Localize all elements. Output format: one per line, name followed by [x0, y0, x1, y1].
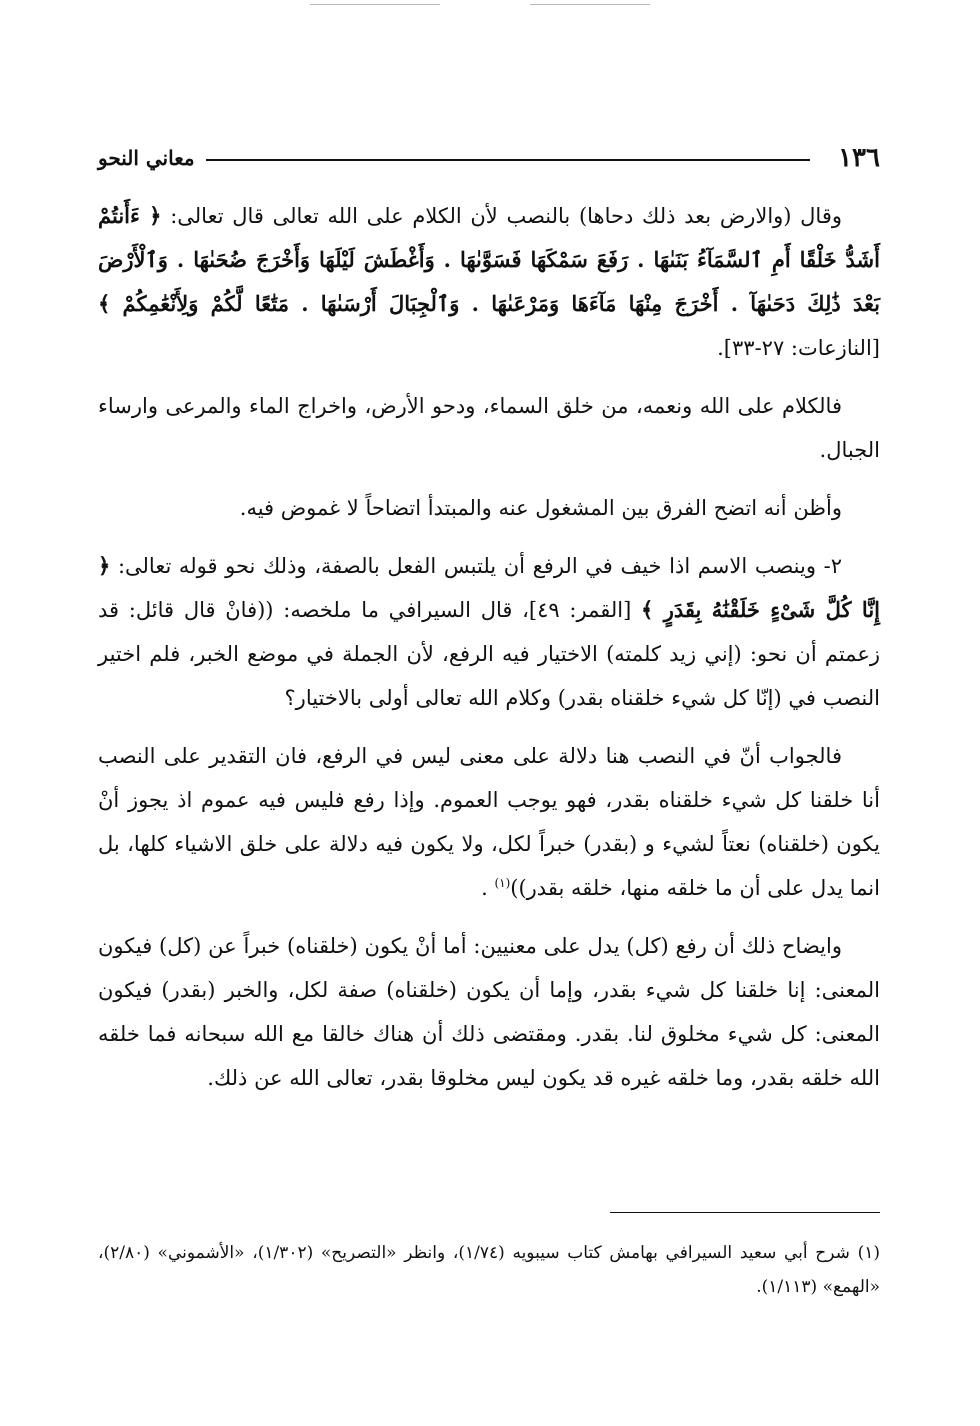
- header-rule: [206, 159, 810, 161]
- top-scan-line-2: [530, 4, 650, 5]
- page-number: ١٣٦: [838, 143, 880, 173]
- paragraph-1: [98, 194, 880, 370]
- quran-verse-naziat: ﴿ ءَأَنتُمْ أَشَدُّ خَلْقًا أَمِ ٱلسَّمَآءُ بَنَىٰهَا . رَفَعَ سَمْكَهَا فَسَوَّىٰهَا . وَأَغْطَشَ لَيْلَهَا وَأَخْرَجَ ضُحَىٰهَا . وَٱلْأَرْضَ بَعْدَ ذَٰلِكَ دَحَىٰهَآ . أَخْرَجَ مِنْهَا مَآءَهَا وَمَرْعَىٰهَا . وَٱلْجِبَالَ أَرْسَىٰهَا . مَتَٰعًا لَّكُمْ وَلِأَنْعَٰمِكُمْ ﴾: [98, 203, 880, 316]
- paragraph-5: [98, 734, 880, 910]
- paragraph-2: فالكلام على الله ونعمه، من خلق السماء، ودحو الأرض، واخراج الماء والمرعى وارساء الجبال.: [98, 394, 880, 462]
- paragraph-6: وايضاح ذلك أن رفع (كل) يدل على معنيين: أما أنْ يكون (خلقناه) خبراً عن (كل) فيكون المعنى: إنا خلقنا كل شيء بقدر، وإما أن يكون (خلقناه) صفة لكل، والخبر (بقدر) فيكون المعنى: كل شيء مخلوق لنا. بقدر. ومقتضى ذلك أن هناك خالقا مع الله سبحانه فما خلقه الله خلقه بقدر، وما خلقه غيره قد يكون ليس مخلوقا بقدر، تعالى الله عن ذلك.: [98, 934, 880, 1090]
- quran-verse-qamar: ﴿ إِنَّا كُلَّ شَىْءٍ خَلَقْنَٰهُ بِقَدَرٍ ﴾: [98, 553, 880, 622]
- footnote: (١) شرح أبي سعيد السيرافي بهامش كتاب سيبويه (١/٧٤)، وانظر «التصريح» (١/٣٠٢)، «الأشموني» (٢/٨٠)، «الهمع» (١/١١٣).: [98, 1243, 880, 1297]
- top-scan-line: [310, 4, 440, 5]
- paragraph-4-start: ٢- وينصب الاسم اذا خيف في الرفع أن يلتبس الفعل بالصفة، وذلك نحو قوله تعالى:: [117, 554, 842, 578]
- book-title: معاني النحو: [98, 146, 195, 170]
- paragraph-4-rest: [القمر: ٤٩]، قال السيرافي ما ملخصه: ((فانْ قال قائل: قد زعمتم أن نحو: (إني زيد كلمته) الاختيار فيه الرفع، لأن الجملة في موضع الخبر، فلم اختير النصب في (إنّا كل شيء خلقناه بقدر) وكلام الله تعالى أولى بالاختيار؟: [98, 598, 880, 710]
- paragraph-5-end: .: [481, 876, 495, 900]
- paragraph-1-intro: وقال (والارض بعد ذلك دحاها) بالنصب لأن الكلام على الله تعالى قال تعالى:: [170, 204, 843, 228]
- paragraph-4: [98, 544, 880, 720]
- paragraph-5-text: فالجواب أنّ في النصب هنا دلالة على معنى ليس في الرفع، فان التقدير على النصب أنا خلقنا كل شيء خلقناه بقدر، فهو يوجب العموم. وإذا رفع فليس فيه عموم اذ يجوز أنْ يكون (خلقناه) نعتاً لشيء و (بقدر) خبراً لكل، ولا يكون فيه دلالة على خلق الاشياء كلها، بل انما يدل على أن ما خلقه منها، خلقه بقدر)): [98, 744, 880, 900]
- footnote-separator: [610, 1212, 880, 1213]
- verse-reference-naziat: [النازعات: ٢٧-٣٣].: [717, 336, 880, 360]
- page-header: [98, 138, 880, 178]
- main-text: [98, 194, 880, 1114]
- paragraph-3: وأظن أنه اتضح الفرق بين المشغول عنه والمبتدأ اتضاحاً لا غموض فيه.: [239, 496, 842, 520]
- footnote-marker: (١): [494, 876, 511, 890]
